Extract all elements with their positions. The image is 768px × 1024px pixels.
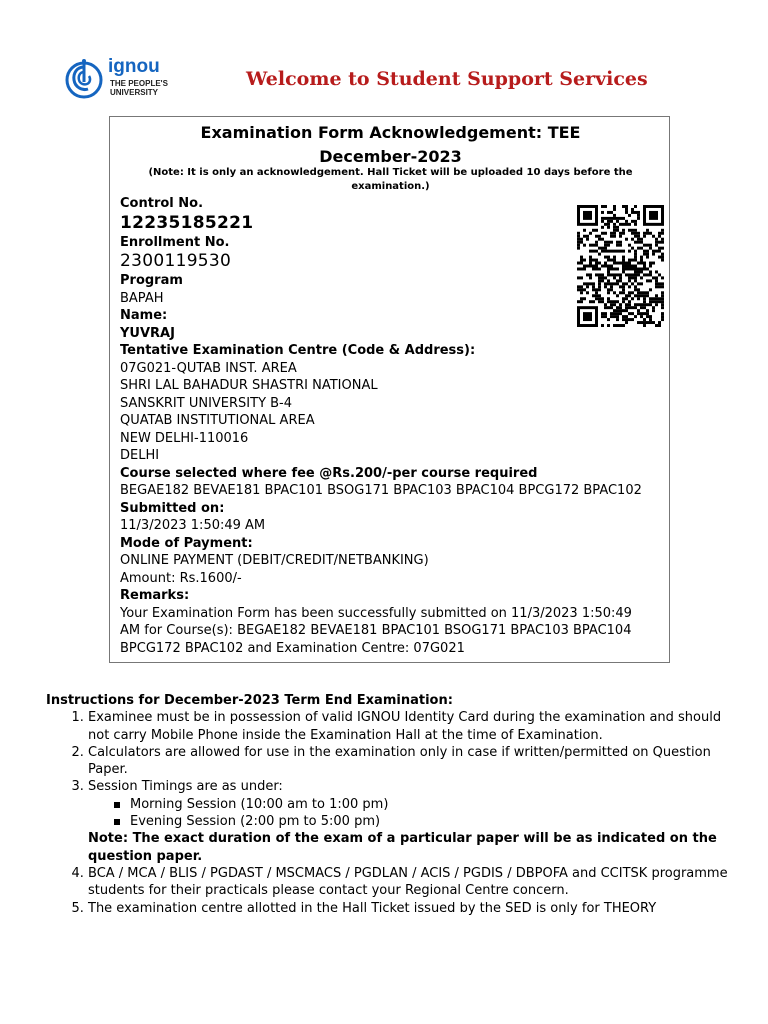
enrollment-no-value: 2300119530 — [120, 251, 232, 271]
payment-mode-label: Mode of Payment: — [120, 535, 253, 551]
instruction-item: 1. Examinee must be in possession of valid IGNOU Identity Card during the examination and should not carry Mobile Phone inside the Examination Hall at the time of Examination. — [88, 709, 746, 744]
acknowledgement-note: (Note: It is only an acknowledgement. Hall Ticket will be uploaded 10 days before the examination.) — [148, 167, 633, 192]
remarks-line: Your Examination Form has been successfully submitted on 11/3/2023 1:50:49 — [120, 605, 632, 621]
exam-centre-line: SHRI LAL BAHADUR SHASTRI NATIONAL — [120, 378, 378, 393]
submitted-on-value: 11/3/2023 1:50:49 AM — [120, 518, 266, 533]
logo-tagline-2: UNIVERSITY — [110, 88, 159, 97]
instruction-item — [88, 778, 746, 864]
instruction-item-text: Session Timings are as under: — [88, 779, 283, 795]
acknowledgement-card — [109, 116, 670, 663]
submitted-on-label: Submitted on: — [120, 500, 225, 516]
control-no-value: 12235185221 — [120, 212, 254, 233]
ignou-emblem-icon — [64, 58, 108, 102]
exam-centre-label: Tentative Examination Centre (Code & Address): — [120, 343, 476, 358]
logo-brand: ignou — [108, 56, 160, 77]
form-details — [120, 195, 668, 657]
exam-centre-line: DELHI — [120, 448, 160, 463]
logo-tagline — [110, 79, 168, 97]
logo-tagline-1: THE PEOPLE'S — [110, 79, 168, 88]
name-value: YUVRAJ — [120, 325, 175, 341]
amount-value: Amount: Rs.1600/- — [120, 570, 242, 586]
control-no-label: Control No. — [120, 196, 204, 211]
remarks-line: AM for Course(s): BEGAE182 BEVAE181 BPAC101 BSOG171 BPAC103 BPAC104 — [120, 623, 632, 638]
duration-note: Note: The exact duration of the exam of a particular paper will be as indicated on the question paper. — [88, 831, 717, 864]
remarks-label: Remarks: — [120, 588, 190, 603]
remarks-line: BPCG172 BPAC102 and Examination Centre: 07G021 — [120, 640, 465, 656]
welcome-heading: Welcome to Student Support Services — [246, 68, 648, 90]
program-value: BAPAH — [120, 290, 164, 306]
instruction-item: 5. The examination centre allotted in the Hall Ticket issued by the SED is only for THEORY — [88, 900, 746, 917]
exam-centre-line: NEW DELHI-110016 — [120, 430, 249, 446]
session-list — [88, 796, 746, 831]
instruction-item: 2. Calculators are allowed for use in the examination only in case if written/permitted on Question Paper. — [88, 744, 746, 779]
exam-instructions — [46, 692, 746, 917]
name-label: Name: — [120, 308, 168, 323]
session-item: Morning Session (10:00 am to 1:00 pm) — [114, 796, 746, 813]
program-label: Program — [120, 273, 183, 288]
card-title-line2: December-2023 — [319, 147, 462, 166]
ignou-logo — [64, 56, 174, 104]
payment-mode-value: ONLINE PAYMENT (DEBIT/CREDIT/NETBANKING) — [120, 553, 429, 568]
card-title — [110, 121, 671, 169]
enrollment-no-label: Enrollment No. — [120, 234, 230, 250]
courses-value: BEGAE182 BEVAE181 BPAC101 BSOG171 BPAC103 BPAC104 BPCG172 BPAC102 — [120, 483, 642, 498]
instruction-item: 4. BCA / MCA / BLIS / PGDAST / MSCMACS / PGDLAN / ACIS / PGDIS / DBPOFA and CCITSK programme students for their practicals please contact your Regional Centre concern. — [88, 865, 746, 900]
exam-centre-line: SANSKRIT UNIVERSITY B-4 — [120, 395, 293, 411]
exam-centre-line: QUATAB INSTITUTIONAL AREA — [120, 413, 315, 428]
courses-label: Course selected where fee @Rs.200/-per course required — [120, 465, 538, 481]
exam-centre-line: 07G021-QUTAB INST. AREA — [120, 360, 297, 376]
session-item: Evening Session (2:00 pm to 5:00 pm) — [114, 813, 746, 830]
card-title-line1: Examination Form Acknowledgement: TEE — [200, 123, 581, 142]
instructions-title: Instructions for December-2023 Term End Examination: — [46, 693, 453, 708]
instructions-list — [46, 709, 746, 917]
